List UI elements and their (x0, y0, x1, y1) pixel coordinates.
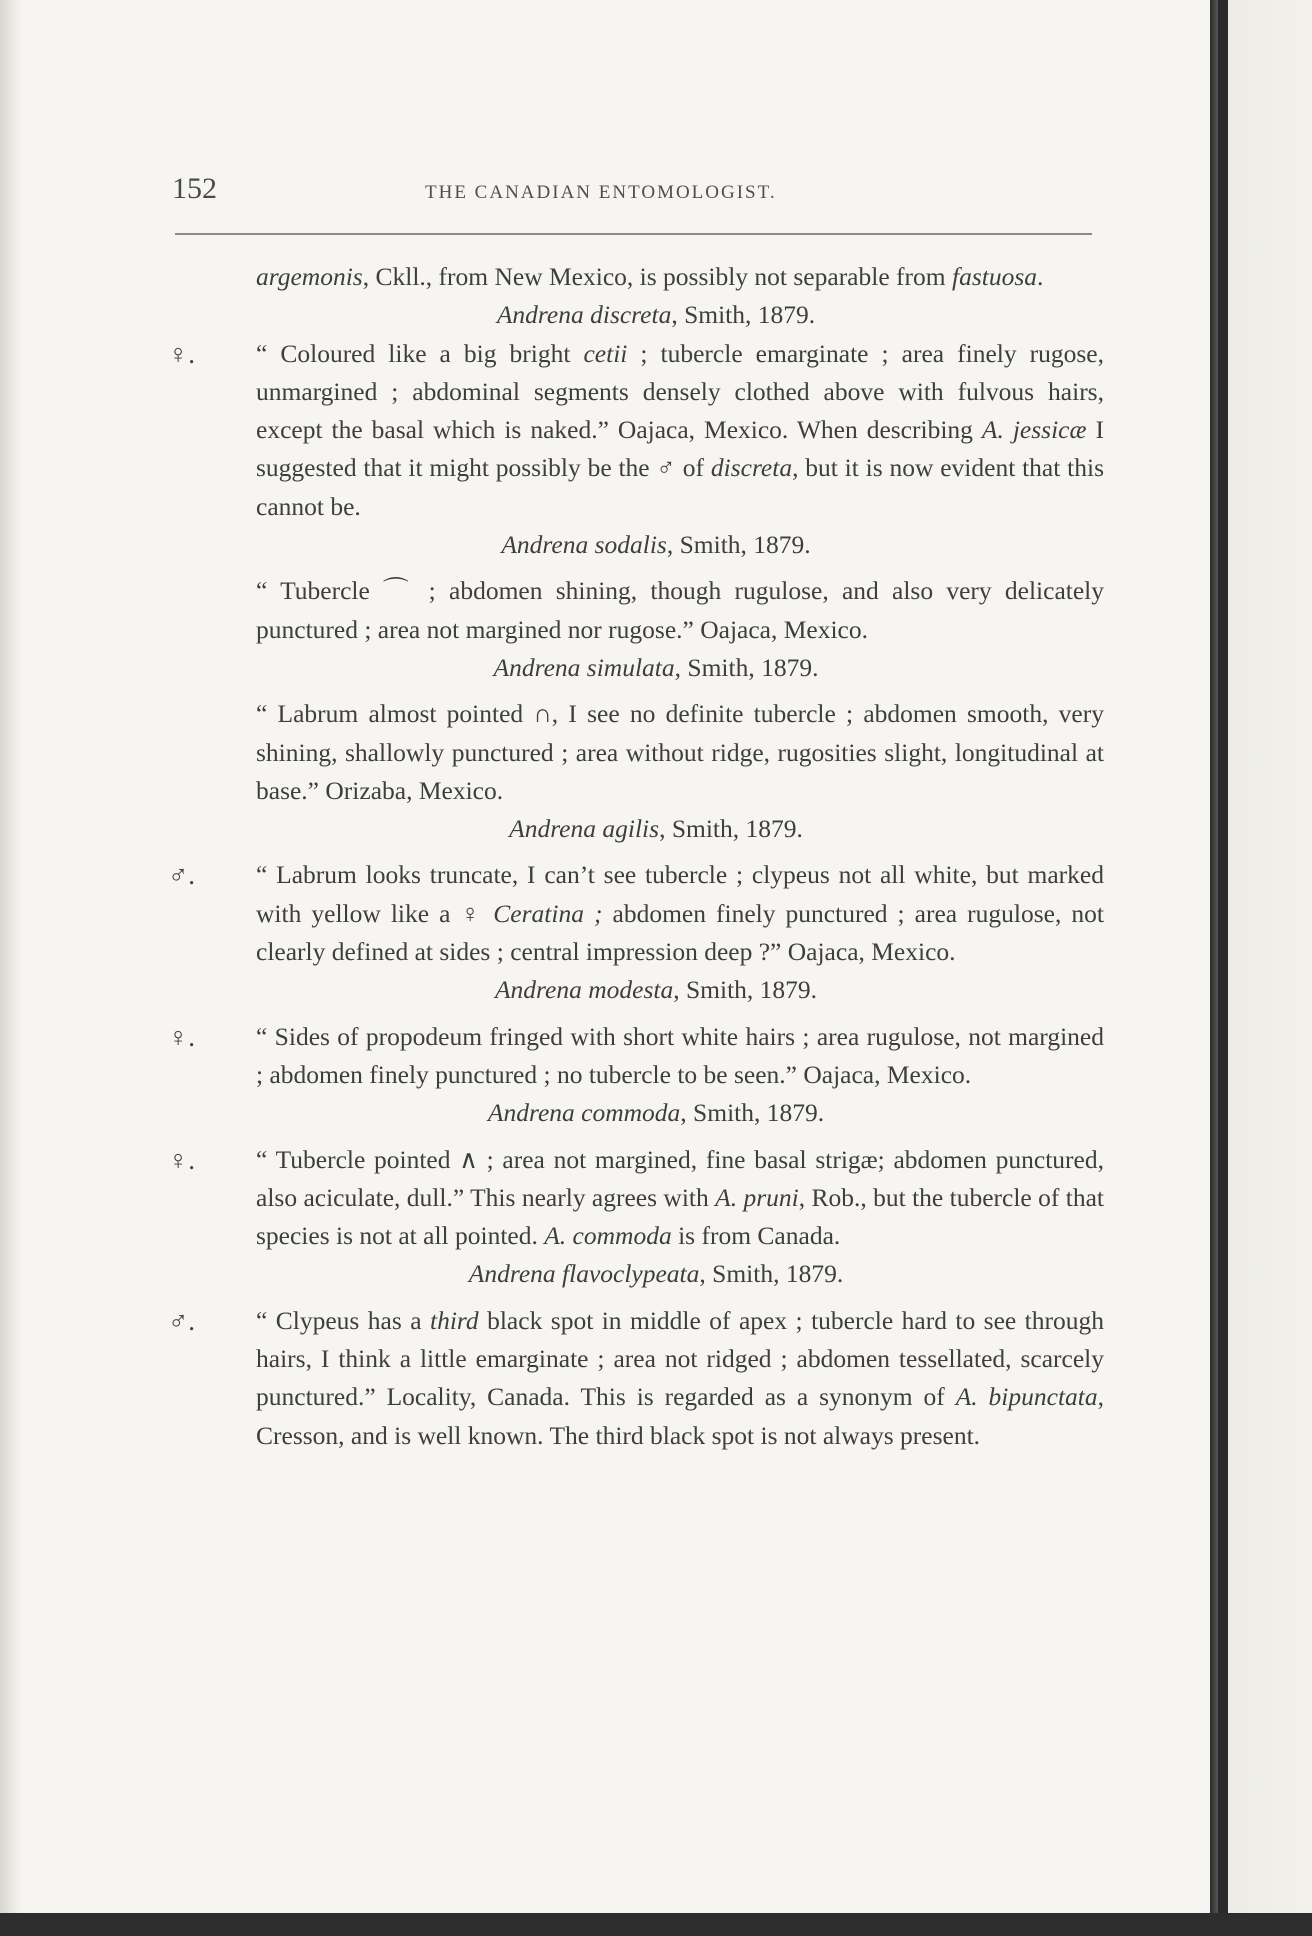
species-heading (168, 971, 1104, 1009)
species-description (256, 695, 1104, 810)
italic-text-fragment: argemonis (256, 262, 363, 291)
species-name: Andrena sodalis (501, 530, 667, 560)
text-fragment: . (1037, 262, 1044, 291)
page-number: 152 (172, 172, 217, 205)
species-heading (168, 526, 1104, 564)
text-fragment: black spot in middle of apex ; tubercle hard to see through hairs, I think a little emarginate ; area not ridged ; abdomen tessellated, scarcely punctured.” Locality, Canada. This is regarded as a synonym of (256, 1305, 1104, 1412)
text-fragment: “ Labrum almost pointed ∩, I see no definite tubercle ; abdomen smooth, very shining, shallowly punctured ; area without ridge, rugosities slight, longitudinal at base.” Orizaba, Mexico. (256, 699, 1104, 805)
italic-text-fragment: third (430, 1305, 479, 1335)
text-fragment: “ Labrum looks truncate, I can’t see tubercle ; clypeus not all white, but marked with yellow like a ♀ (256, 860, 1104, 928)
text-fragment: abdomen finely punctured ; area rugulose, not clearly defined at sides ; central impression deep ?” Oajaca, Mexico. (256, 898, 1104, 967)
italic-text-fragment: fastuosa (951, 262, 1038, 291)
italic-text-fragment: Ceratina ; (493, 898, 603, 928)
spacer (168, 1294, 1104, 1302)
species-description (168, 856, 1104, 971)
species-heading (168, 1094, 1104, 1132)
text-fragment: is from Canada. (671, 1221, 841, 1251)
lead-paragraph (256, 258, 1104, 296)
text-fragment: “ Tubercle ⌒ ; abdomen shining, though rugulose, and also very delicately punctured ; area not margined nor rugose.” Oajaca, Mexico. (256, 576, 1104, 644)
text-fragment: , but it is now evident that this cannot be. (256, 453, 1104, 521)
spacer (168, 1010, 1104, 1018)
page-body (168, 258, 1104, 1455)
species-author: , Smith, 1879. (673, 975, 818, 1005)
species-author: , Smith, 1879. (674, 652, 819, 682)
species-name: Andrena commoda (487, 1098, 681, 1128)
species-heading (168, 296, 1104, 334)
species-description (168, 1302, 1104, 1455)
text-fragment: “ Tubercle pointed ∧ ; area not margined, fine basal strigæ; abdomen punctured, also aciculate, dull.” This nearly agrees with (256, 1144, 1104, 1212)
species-name: Andrena discreta (496, 300, 672, 330)
species-heading (168, 1255, 1104, 1293)
species-heading (168, 810, 1104, 848)
italic-text-fragment: A. bipunctata (955, 1382, 1098, 1412)
italic-text-fragment: cetii (583, 338, 628, 368)
text-fragment: “ Sides of propodeum fringed with short white hairs ; area rugulose, not margined ; abdomen finely punctured ; no tubercle to be seen.” Oajaca, Mexico. (256, 1021, 1104, 1089)
species-name: Andrena modesta (494, 975, 674, 1005)
spacer (168, 848, 1104, 856)
italic-text-fragment: A. jessicæ (981, 415, 1087, 445)
species-author: , Smith, 1879. (666, 530, 811, 560)
text-fragment: , Cresson, and is well known. The third black spot is not always present. (256, 1382, 1104, 1450)
text-fragment: “ Clypeus has a (256, 1305, 430, 1335)
spacer (168, 687, 1104, 695)
species-description (168, 1141, 1104, 1256)
sex-symbol: ♀. (168, 338, 195, 369)
sex-symbol: ♀. (168, 1144, 195, 1175)
species-author: , Smith, 1879. (659, 814, 803, 844)
species-description (256, 572, 1104, 649)
spacer (168, 564, 1104, 572)
sex-symbol: ♀. (168, 1021, 195, 1052)
italic-text-fragment: discreta (710, 453, 793, 483)
species-name: Andrena flavoclypeata (468, 1259, 700, 1289)
text-fragment: ; tubercle emarginate ; area finely rugose, unmargined ; abdominal segments densely clothed above with fulvous hairs, except the basal which is naked.” Oajaca, Mexico. When describing (256, 338, 1104, 445)
text-fragment: “ Coloured like a big bright (256, 338, 584, 368)
species-entries (168, 296, 1104, 1455)
species-description (168, 1018, 1104, 1095)
species-author: , Smith, 1879. (671, 300, 816, 330)
species-author: , Smith, 1879. (680, 1098, 825, 1128)
species-author: , Smith, 1879. (699, 1259, 844, 1289)
text-fragment: I suggested that it might possibly be the ♂ of (256, 415, 1104, 483)
spacer (168, 1133, 1104, 1141)
species-description (168, 335, 1104, 526)
italic-text-fragment: A. commoda (544, 1221, 672, 1251)
species-name: Andrena agilis (509, 814, 660, 844)
species-heading (168, 649, 1104, 687)
species-name: Andrena simulata (493, 652, 675, 682)
italic-text-fragment: A. pruni (715, 1182, 799, 1212)
gutter-shadow-line (1218, 0, 1228, 1930)
text-fragment: , Ckll., from New Mexico, is possibly not separable from (362, 262, 952, 291)
page-header (172, 172, 1092, 212)
header-rule (175, 233, 1092, 235)
sex-symbol: ♂. (168, 1305, 195, 1336)
text-fragment: , Rob., but the tubercle of that species is not at all pointed. (256, 1182, 1104, 1251)
scan-bottom-edge (0, 1913, 1312, 1936)
running-head: THE CANADIAN ENTOMOLOGIST. (425, 182, 777, 203)
sex-symbol: ♂. (168, 860, 195, 891)
page-edge-shadow (0, 0, 22, 1915)
